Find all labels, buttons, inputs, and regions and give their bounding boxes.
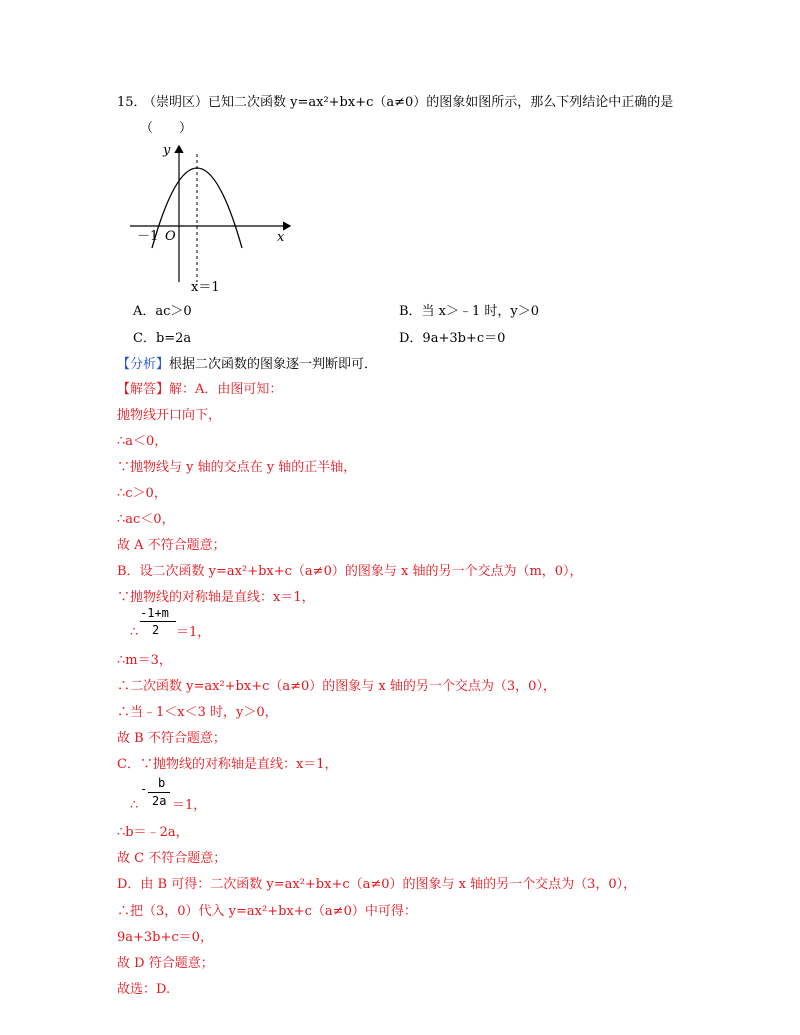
- solution-line-21: D．由 B 可得：二次函数 y=ax²+bx+c（a≠0）的图象与 x 轴的另一个交点为（3，0），: [117, 877, 637, 892]
- analysis-text: 根据二次函数的图象逐一判断即可．: [169, 357, 378, 372]
- analysis-line: [117, 356, 377, 374]
- origin-label: O: [165, 229, 176, 244]
- solution-line-15: 故 B 不符合题意；: [117, 731, 226, 746]
- question-stem: （崇明区）已知二次函数 y=ax²+bx+c（a≠0）的图象如图所示，那么下列结论中正确的是: [143, 95, 674, 110]
- option-d: D．9a+3b+c＝0: [399, 331, 506, 346]
- solution-line-5: ∴c＞0，: [117, 486, 167, 501]
- solution-line-1: 【解答】解：A．由图可知：: [117, 382, 283, 397]
- option-a: A．ac＞0: [133, 304, 192, 319]
- analysis-tag: 【分析】: [117, 357, 170, 372]
- solution-line-23: 9a+3b+c＝0，: [117, 930, 213, 945]
- solution-line-19: ∴b＝﹣2a，: [117, 825, 189, 840]
- solution-line-6: ∴ac＜0，: [117, 512, 175, 527]
- fraction-b-denominator: 2a: [152, 794, 167, 808]
- option-b: B．当 x＞﹣1 时，y＞0: [399, 304, 540, 319]
- fraction-b: [140, 776, 176, 810]
- solution-line-13: ∴二次函数 y=ax²+bx+c（a≠0）的图象与 x 轴的另一个交点为（3，0），: [117, 679, 556, 694]
- x-axis-label: x: [277, 230, 285, 245]
- neg-one-label: －1: [137, 229, 159, 244]
- solution-line-18: ＝1，: [172, 798, 207, 813]
- fraction-m-bar: [140, 621, 176, 622]
- fraction-b-sign: -: [140, 782, 148, 796]
- parabola-graph: [125, 142, 305, 292]
- solution-line-9: ∵抛物线的对称轴是直线：x＝1，: [117, 590, 315, 605]
- solution-line-2: 抛物线开口向下，: [117, 408, 222, 423]
- solution-line-16: C．∵抛物线的对称轴是直线：x＝1，: [117, 757, 338, 772]
- solution-line-7: 故 A 不符合题意；: [117, 538, 226, 553]
- solution-line-24: 故 D 符合题意；: [117, 956, 214, 971]
- solution-line-3: ∴a＜0，: [117, 434, 168, 449]
- symmetry-axis-label: x＝1: [191, 280, 220, 292]
- option-c: C．b=2a: [133, 331, 192, 346]
- solution-line-12: ∴m＝3，: [117, 653, 172, 668]
- solution-line-17: ∴: [130, 798, 139, 813]
- fraction-m-denominator: 2: [152, 623, 160, 637]
- y-axis-label: y: [163, 143, 171, 158]
- fraction-b-numerator: b: [158, 776, 166, 790]
- question-number: 15．: [117, 95, 147, 110]
- solution-line-8: B．设二次函数 y=ax²+bx+c（a≠0）的图象与 x 轴的另一个交点为（m，0），: [117, 564, 583, 579]
- fraction-b-bar: [148, 792, 170, 793]
- fraction-m-numerator: -1+m: [140, 606, 169, 620]
- solution-line-20: 故 C 不符合题意；: [117, 851, 227, 866]
- solution-line-10: ∴: [130, 625, 139, 640]
- solution-line-11: ＝1，: [176, 625, 211, 640]
- solution-line-22: ∴把（3，0）代入 y=ax²+bx+c（a≠0）中可得：: [117, 904, 417, 919]
- solution-line-25: 故选：D.: [117, 982, 171, 997]
- solution-line-14: ∴当﹣1＜x＜3 时，y＞0，: [117, 705, 278, 720]
- solution-tag: 【解答】: [117, 382, 170, 397]
- solution-line-4: ∵抛物线与 y 轴的交点在 y 轴的正半轴，: [117, 460, 357, 475]
- answer-paren: （ ）: [140, 121, 193, 136]
- fraction-m: [140, 606, 180, 640]
